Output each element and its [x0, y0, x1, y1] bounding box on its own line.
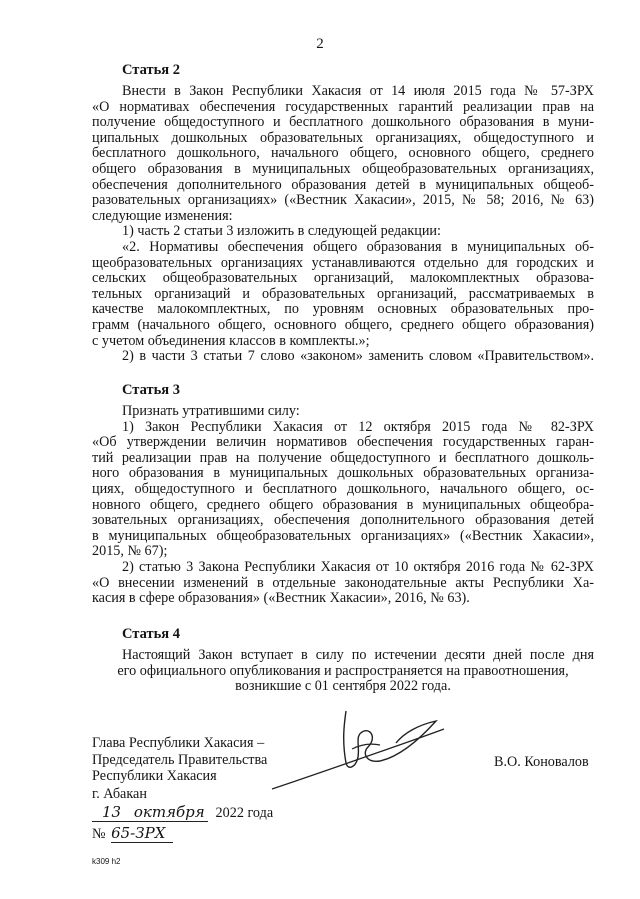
text-line: щеобразовательных организациях устанавливаются отдельно для городских и — [92, 254, 594, 271]
text-line: «О внесении изменений в отдельные законодательные акты Республики Ха- — [92, 574, 594, 591]
date-month: октября — [133, 803, 205, 821]
date-day: 13 — [102, 803, 122, 821]
text-line: тельных организаций и образовательных организаций, рассматриваемых в — [92, 285, 594, 302]
text-line: циях, общедоступного и бесплатного дошкольного, начального общего, ос- — [92, 480, 594, 497]
signatory-title-line: Председатель Правительства — [92, 751, 268, 768]
signatory-title — [92, 735, 267, 785]
text-line: новного общего, среднего общего образования в муниципальных общеобра- — [92, 496, 594, 513]
text-line: 2) статью 3 Закона Республики Хакасия от 10 октября 2016 года № 62-ЗРХ — [122, 558, 594, 575]
text-line: общего образования в муниципальных общеобразовательных организациях, — [92, 160, 594, 177]
law-number-value: 65-ЗРХ — [111, 824, 173, 843]
text-line: 1) Закон Республики Хакасия от 12 октября 2015 года № 82-ЗРХ — [122, 418, 594, 435]
signing-date — [92, 803, 273, 822]
text-line: его официального опубликования и распространяется на правоотношения, — [117, 662, 569, 679]
text-line: бесплатного дошкольного, начального общего, основного общего, среднего — [92, 145, 594, 162]
text-line: качестве малокомплектных, по уровням основных образовательных про- — [92, 301, 594, 318]
text-line: «Об утверждении величин нормативов обеспечения государственных гаран- — [92, 434, 594, 451]
signatory-title-line: Глава Республики Хакасия – — [92, 735, 265, 751]
text-line: Признать утратившими силу: — [122, 403, 300, 419]
text-line: следующие изменения: — [92, 207, 233, 224]
text-line: «О нормативах обеспечения государственных гарантий реализации прав на — [92, 98, 594, 115]
text-line: разовательных организациях» («Вестник Хакасии», 2015, № 58; 2016, № 63) — [92, 192, 594, 209]
article-2-body — [92, 84, 594, 365]
text-line: ципальных дошкольных образовательных организациях, общедоступного и — [92, 129, 594, 146]
law-number — [92, 824, 173, 843]
text-line: Внести в Закон Республики Хакасия от 14 июля 2015 года № 57-ЗРХ — [122, 83, 594, 99]
article-2-heading: Статья 2 — [122, 62, 180, 78]
text-line: ного образования в муниципальных дошкольных образовательных организа- — [92, 465, 594, 482]
date-handwritten-field — [92, 803, 208, 822]
text-line: Настоящий Закон вступает в силу по истечении десяти дней после дня — [122, 647, 594, 663]
text-line: грамм (начального общего, основного общего, среднего общего образования) — [92, 316, 594, 333]
article-4-body — [92, 648, 594, 695]
text-line: 2015, № 67); — [92, 543, 168, 560]
number-sign: № — [92, 826, 106, 842]
signatory-title-line: Республики Хакасия — [92, 768, 217, 784]
signatory-name: В.О. Коновалов — [494, 754, 589, 770]
text-line: тий реализации прав на получение общедоступного и бесплатного дошколь- — [92, 449, 594, 466]
text-line: касия в сфере образования» («Вестник Хакасии», 2016, № 63). — [92, 590, 470, 607]
text-line: в муниципальных общеобразовательных организациях» («Вестник Хакасии», — [92, 527, 594, 544]
text-line: зовательных организациях, обеспечения дополнительного образования детей — [92, 512, 594, 529]
article-4-heading: Статья 4 — [122, 626, 180, 642]
text-line: обеспечения дополнительного образования детей в муниципальных общеоб- — [92, 176, 594, 193]
page-number: 2 — [316, 36, 324, 52]
text-line: «2. Нормативы обеспечения общего образования в муниципальных об- — [122, 238, 594, 255]
article-3-heading: Статья 3 — [122, 382, 180, 398]
text-line: сельских общеобразовательных организаций, малокомплектных образова- — [92, 270, 594, 287]
footer-code: k309 h2 — [92, 857, 121, 866]
text-line: возникшие с 01 сентября 2022 года. — [235, 678, 451, 695]
article-3-body — [92, 404, 594, 607]
text-line: 1) часть 2 статьи 3 изложить в следующей редакции: — [122, 223, 441, 240]
handwritten-signature — [268, 705, 448, 795]
text-line: получение общедоступного и бесплатного дошкольного образования в муни- — [92, 114, 594, 131]
date-year: 2022 года — [215, 805, 274, 821]
text-line: 2) в части 3 статьи 7 слово «законом» заменить словом «Правительством». — [122, 348, 594, 365]
place-of-signing: г. Абакан — [92, 786, 147, 802]
text-line: с учетом объединения классов в комплекты.»; — [92, 332, 370, 349]
